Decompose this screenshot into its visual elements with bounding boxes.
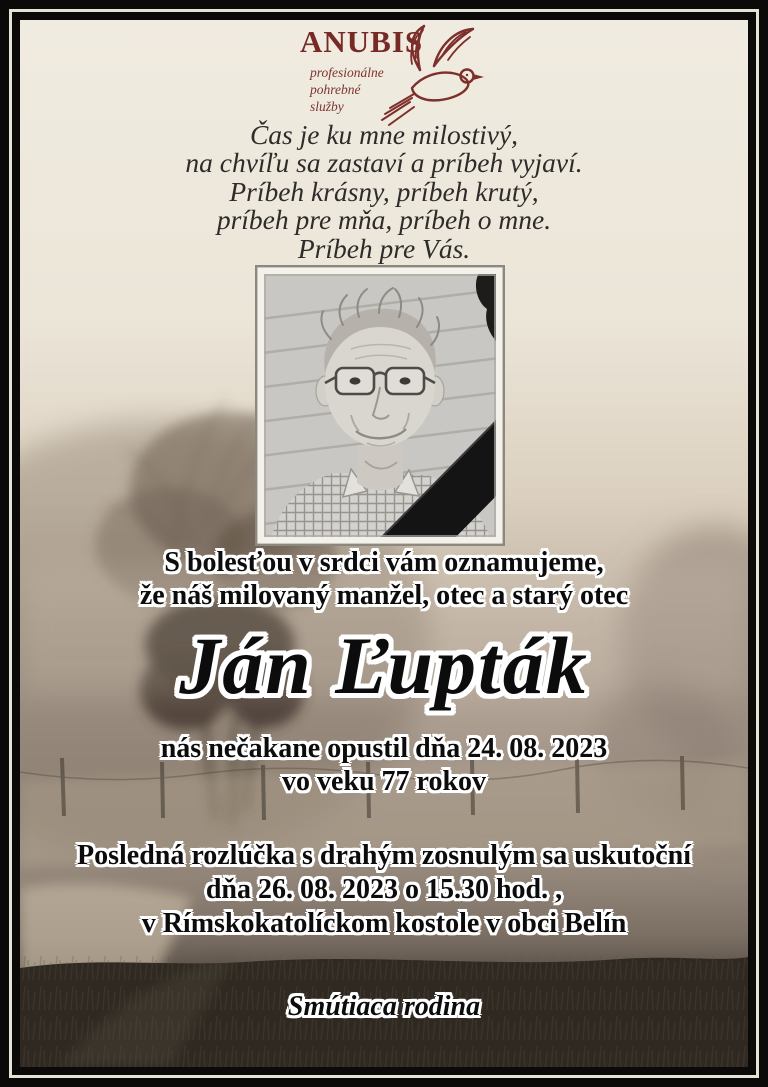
card-content xyxy=(20,20,748,1067)
funeral-line-1: Posledná rozlúčka s drahým zosnulým sa uskutoční xyxy=(76,840,692,871)
memorial-poem xyxy=(20,121,748,263)
poem-line: príbeh pre mňa, príbeh o mne. xyxy=(216,204,552,236)
passing-date-line: nás nečakane opustil dňa 24. 08. 2023 xyxy=(160,733,608,764)
closing-signature: Smútiaca rodina xyxy=(287,991,481,1022)
funeral-line-3: v Rímskokatolíckom kostole v obci Belín xyxy=(141,908,627,939)
logo-tagline-line: profesionálne xyxy=(310,65,384,80)
passing-age-line: vo veku 77 rokov xyxy=(281,766,487,797)
poem-line: na chvíľu sa zastaví a príbeh vyjaví. xyxy=(185,147,583,179)
poem-line: Príbeh krásny, príbeh krutý, xyxy=(229,175,539,207)
poem-line: Príbeh pre Vás. xyxy=(297,232,471,264)
logo-tagline-line: pohrebné xyxy=(310,82,361,97)
logo-tagline-line: služby xyxy=(310,99,344,114)
funeral-line-2: dňa 26. 08. 2023 o 15.30 hod. , xyxy=(205,874,563,905)
passing-details xyxy=(20,732,748,798)
funeral-details xyxy=(20,839,748,941)
logo-brand-name: ANUBIS xyxy=(300,24,424,59)
deceased-name: Ján Ľupták xyxy=(179,620,589,711)
dove-icon xyxy=(370,24,496,128)
poem-line: Čas je ku mne milostivý, xyxy=(249,119,519,150)
announcement-line-1: S bolesťou v srdci vám oznamujeme, xyxy=(164,547,604,578)
announcement-line-2: že náš milovaný manžel, otec a starý otec xyxy=(139,580,629,611)
deceased-portrait-photo xyxy=(255,265,505,546)
